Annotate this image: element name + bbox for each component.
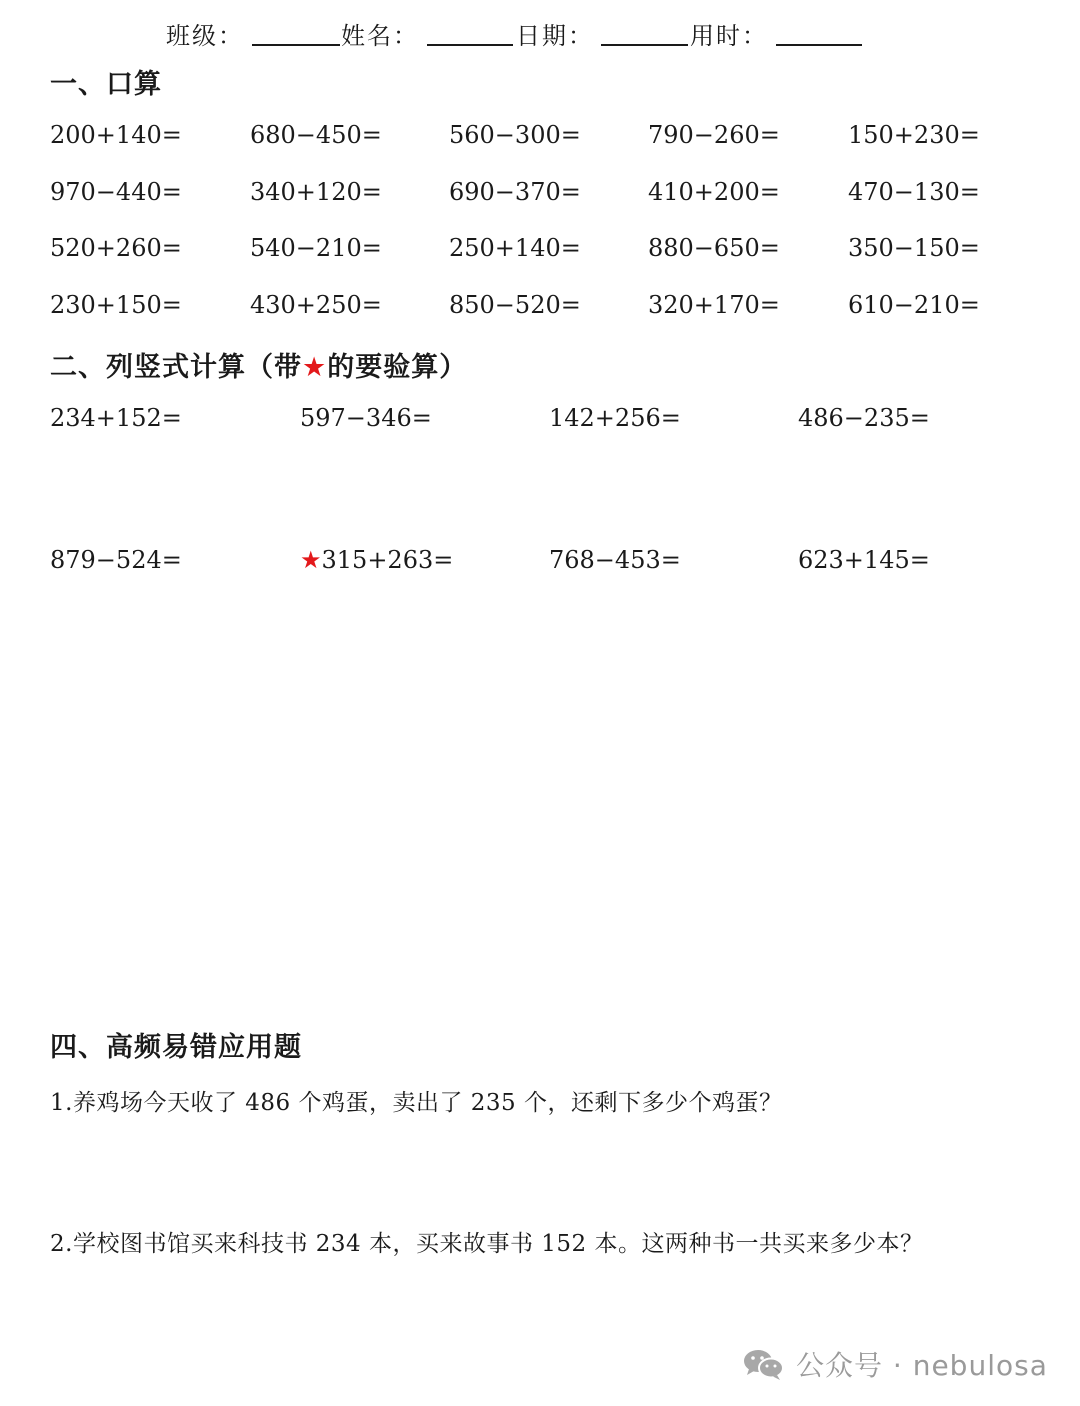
mental-math-problem: 200+140= xyxy=(50,121,182,149)
star-icon: ★ xyxy=(302,352,328,383)
mental-math-problem: 340+120= xyxy=(250,178,382,206)
section-title-part: 的要验算） xyxy=(327,352,468,383)
vertical-calc-problem-starred xyxy=(300,546,453,574)
mental-math-problem: 250+140= xyxy=(449,234,581,262)
word-problem-2: 2.学校图书馆买来科技书 234 本，买来故事书 152 本。这两种书一共买来多少本？ xyxy=(50,1231,924,1257)
time-blank[interactable] xyxy=(776,44,862,46)
mental-math-problem: 540−210= xyxy=(250,234,382,262)
mental-math-problem: 610−210= xyxy=(848,291,980,319)
watermark xyxy=(742,1344,1048,1384)
mental-math-problem: 430+250= xyxy=(250,291,382,319)
date-label: 日期： xyxy=(516,22,594,50)
mental-math-problem: 470−130= xyxy=(848,178,980,206)
mental-math-problem: 880−650= xyxy=(648,234,780,262)
mental-math-problem: 410+200= xyxy=(648,178,780,206)
word-problem-1: 1.养鸡场今天收了 486 个鸡蛋，卖出了 235 个，还剩下多少个鸡蛋？ xyxy=(50,1090,783,1116)
watermark-text: 公众号 · nebulosa xyxy=(796,1349,1048,1382)
mental-math-problem: 850−520= xyxy=(449,291,581,319)
mental-math-problem: 320+170= xyxy=(648,291,780,319)
mental-math-problem: 680−450= xyxy=(250,121,382,149)
vertical-calc-problem: 623+145= xyxy=(798,546,930,574)
mental-math-problem: 970−440= xyxy=(50,178,182,206)
mental-math-problem: 520+260= xyxy=(50,234,182,262)
section-title-mental-math: 一、口算 xyxy=(50,69,162,100)
vertical-calc-problem: 486−235= xyxy=(798,404,930,432)
date-blank[interactable] xyxy=(601,44,688,46)
vertical-calc-problem: 234+152= xyxy=(50,404,182,432)
mental-math-problem: 350−150= xyxy=(848,234,980,262)
mental-math-problem: 150+230= xyxy=(848,121,980,149)
name-label: 姓名： xyxy=(341,22,419,50)
wechat-icon xyxy=(742,1347,786,1381)
class-blank[interactable] xyxy=(252,44,340,46)
vertical-calc-problem: 597−346= xyxy=(300,404,432,432)
vertical-calc-problem: 142+256= xyxy=(549,404,681,432)
section-title-vertical-calc xyxy=(50,345,467,384)
name-blank[interactable] xyxy=(427,44,513,46)
time-label: 用时： xyxy=(690,22,768,50)
mental-math-problem: 790−260= xyxy=(648,121,780,149)
section-title-word-problems: 四、高频易错应用题 xyxy=(50,1032,302,1063)
mental-math-problem: 230+150= xyxy=(50,291,182,319)
class-label: 班级： xyxy=(166,22,244,50)
mental-math-problem: 690−370= xyxy=(449,178,581,206)
section-title-part: 二、列竖式计算（带 xyxy=(50,352,302,383)
vertical-calc-problem: 879−524= xyxy=(50,546,182,574)
star-icon: ★ xyxy=(300,546,322,574)
problem-text: 315+263= xyxy=(321,546,454,574)
vertical-calc-problem: 768−453= xyxy=(549,546,681,574)
mental-math-problem: 560−300= xyxy=(449,121,581,149)
